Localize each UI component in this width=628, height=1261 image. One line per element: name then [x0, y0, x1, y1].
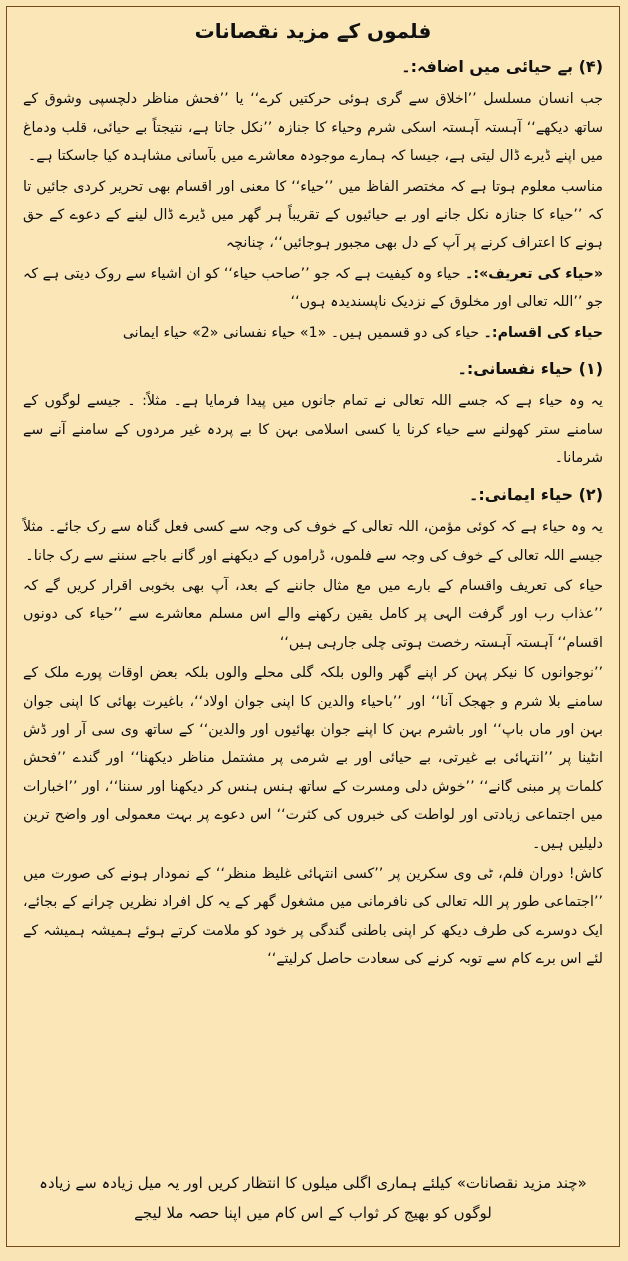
section-heading-immodesty: (۴) بے حیائی میں اضافہ:۔ — [401, 57, 603, 76]
definition-heading: «حیاء کی تعریف»:۔ — [465, 265, 604, 282]
article-title: فلموں کے مزید نقصانات — [194, 19, 432, 43]
paragraph: یہ وہ حیاء ہے کہ جسے اللہ تعالی نے تمام جانوں میں پیدا فرمایا ہے۔ مثلاً: ۔ جیسے لوگوں کے سامنے ستر کھولنے سے حیاء کرنا یا کسی اسلامی بہن کا بے پردہ غیر مردوں کے سامنے آنے سے شرمانا۔ — [23, 393, 603, 467]
article-content — [7, 53, 619, 974]
paragraph: ’’نوجوانوں کا نیکر پہن کر اپنے گھر والوں بلکہ گلی محلے والوں بلکہ بعض اوقات پورے ملک کے سامنے بلا شرم و جھجک آنا‘‘ اور ’’باحیاء والدین کا اپنی جوان اولاد‘‘، باغیرت بھائی کا اپنی جوان بہن اور ماں باپ‘‘ اور باشرم بہن کا اپنے جوان بھائیوں اور والدین‘‘ کے ساتھ وی سی آر اور ڈش انٹینا پر ’’انتہائی بے غیرتی، بے حیائی اور بے شرمی پر مشتمل مناظر دیکھنا‘‘ اور گندے ’’فحش کلمات پر مبنی گانے‘‘ ’’خوش دلی ومسرت کے ساتھ ہنس ہنس کر دیکھنا اور سننا‘‘، اور ’’اخبارات میں اجتماعی زیادتی اور لواطت کی خبروں کی کثرت‘‘ اس دعوے پر بہت معمولی اور واضح ترین دلیلیں ہیں۔ — [23, 665, 603, 852]
types-text: حیاء کی دو قسمیں ہیں۔ «1» حیاء نفسانی «2» حیاء ایمانی — [122, 324, 480, 341]
definition-text: حیاء وہ کیفیت ہے کہ جو ’’صاحب حیاء‘‘ کو ان اشیاء سے روک دیتی ہے کہ جو ’’اللہ تعالی اور مخلوق کے نزدیک ناپسندیدہ ہوں‘‘ — [23, 265, 603, 311]
paragraph: کاش! دوران فلم، ٹی وی سکرین پر ’’کسی انتہائی غلیظ منظر‘‘ کے نمودار ہونے کی صورت میں ’’اجتماعی طور پر اللہ تعالی کی نافرمانی میں مشغول گھر کے یہ کل افراد نظریں چرانے کے بجائے، ایک دوسرے کی طرف دیکھ کر اپنی باطنی گندگی پر خود کو ملامت کرتے ہوئے ہمیشہ ہمیشہ کے لئے اس برے کام سے توبہ کرنے کی سعادت حاصل کرلیتے‘‘ — [23, 865, 603, 968]
paragraph: جب انسان مسلسل ’’اخلاق سے گری ہوئی حرکتیں کرے‘‘ یا ’’فحش مناظر دلچسپی وشوق کے ساتھ دیکھے‘‘ آہستہ آہستہ اسکی شرم وحیاء کا جنازہ ’’نکل جاتا ہے، نتیجتاً بے حیائی، قلب ودماغ میں اپنے ڈیرے ڈال لیتی ہے، جیسا کہ ہمارے موجودہ معاشرے میں بآسانی مشاہدہ کیا جاسکتا ہے۔ — [23, 91, 603, 165]
paragraph: یہ وہ حیاء ہے کہ کوئی مؤمن، اللہ تعالی کے خوف کی وجہ سے کسی فعل گناہ سے رک جائے۔ مثلاً جیسے اللہ تعالی کے خوف کی وجہ سے فلموں، ڈراموں کے دیکھنے اور گانے باجے سننے سے رک جانا۔ — [23, 519, 603, 564]
types-heading: حیاء کی اقسام:۔ — [483, 324, 603, 341]
types-paragraph — [23, 319, 603, 347]
paragraph: مناسب معلوم ہوتا ہے کہ مختصر الفاظ میں ’’حیاء‘‘ کا معنی اور اقسام بھی تحریر کردی جائیں تا کہ ’’حیاء کا جنازہ نکل جانے اور بے حیائیوں کے تقریباً ہر گھر میں ڈیرے ڈال لینے کے دعوے کے حق ہونے کا اعتراف کرنے پر آپ کے دل بھی مجبور ہوجائیں‘‘، چنانچہ — [23, 178, 603, 252]
article-page — [6, 6, 620, 1247]
footer-note: «چند مزید نقصانات» کیلئے ہماری اگلی میلوں کا انتظار کریں اور یہ میل زیادہ سے زیادہ لوگوں کو بھیج کر ثواب کے اس کام میں اپنا حصہ ملا لیجے — [39, 1174, 587, 1222]
section-heading-faith-modesty: (۲) حیاء ایمانی:۔ — [469, 484, 603, 504]
definition-paragraph — [23, 260, 603, 317]
section-heading-natural-modesty: (۱) حیاء نفسانی:۔ — [457, 359, 603, 379]
paragraph: حیاء کی تعریف واقسام کے بارے میں مع مثال جاننے کے بعد، آپ بھی بخوبی اقرار کریں گے کہ ’’عذاب رب اور گرفت الہی پر کامل یقین رکھنے والے اس مسلم معاشرے سے ’’حیاء کی دونوں اقسام‘‘ آہستہ آہستہ رخصت ہوتی چلی جارہی ہیں‘‘ — [23, 577, 603, 651]
